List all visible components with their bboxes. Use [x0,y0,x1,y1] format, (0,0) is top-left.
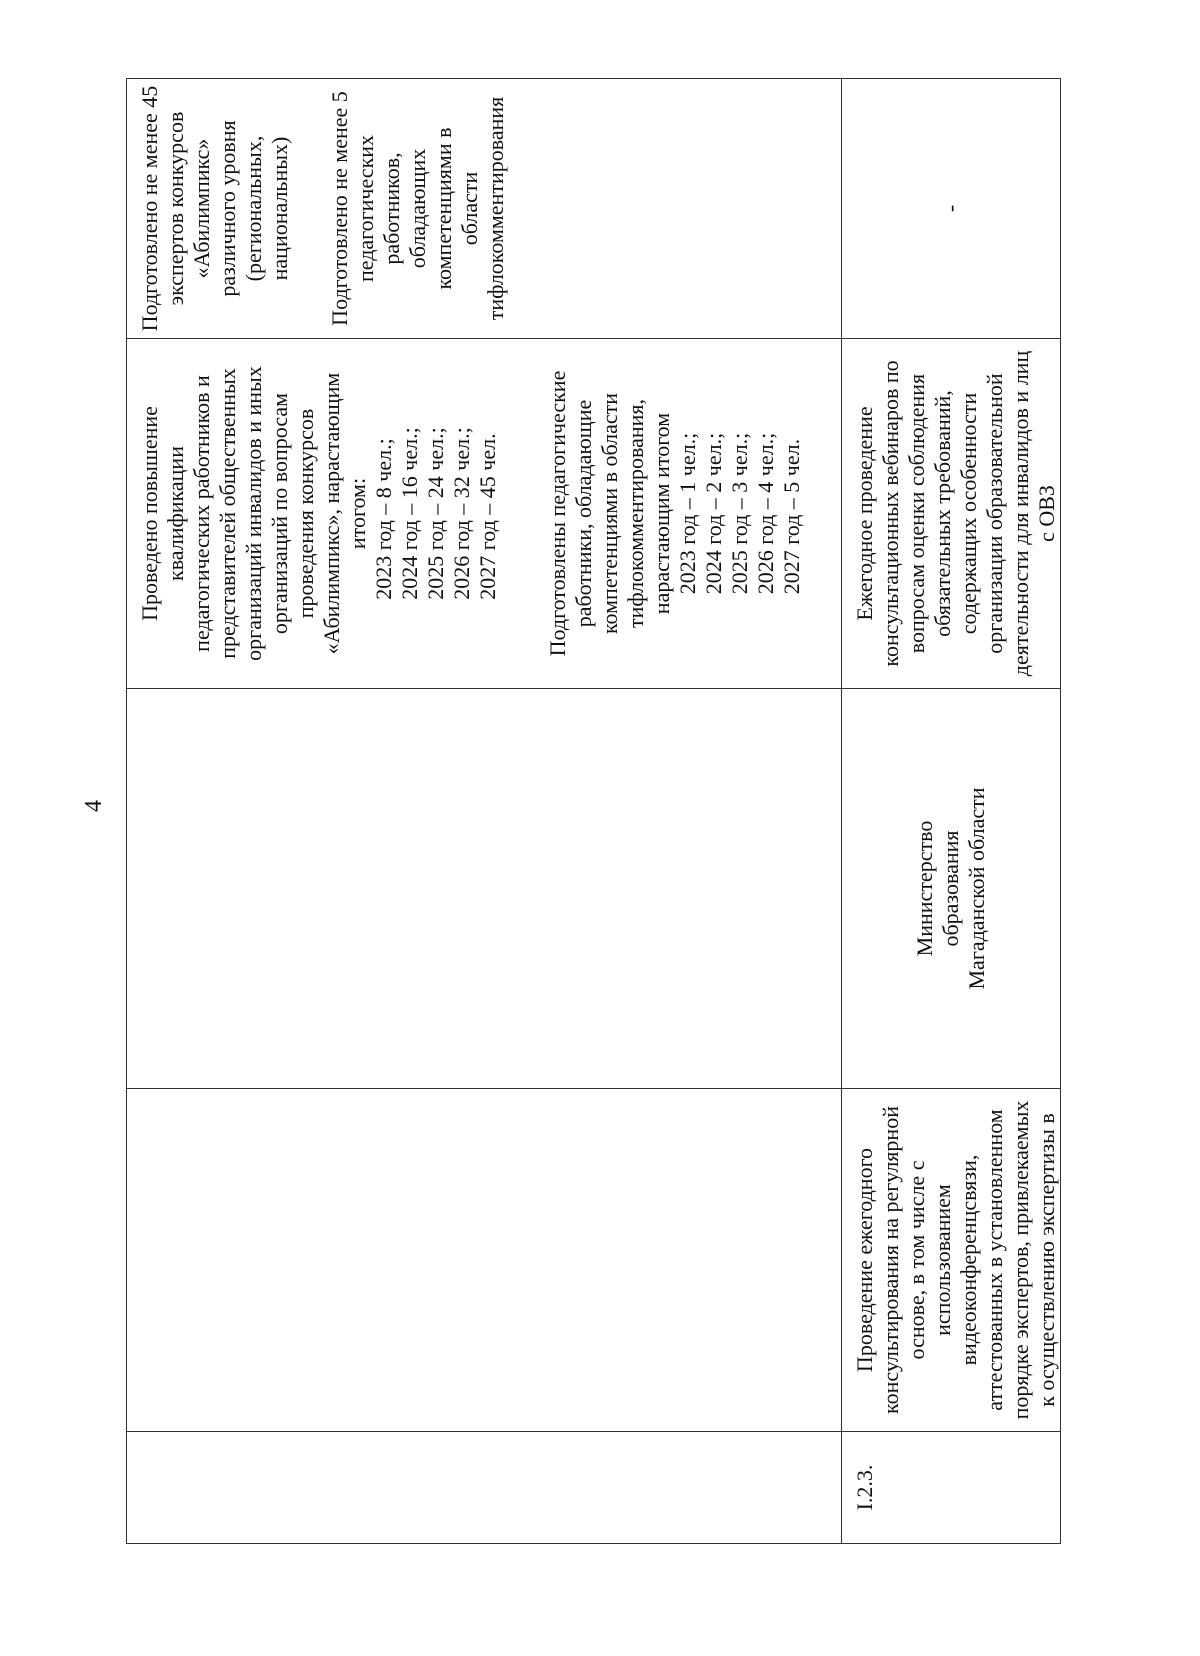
outcome-paragraph: Подготовлено не менее 45 экспертов конкурсов «Абилимпикс» различного уровня (региональных, национальных) [137,85,292,332]
year-line: 2023 год – 1 чел.; [675,432,700,595]
cell-measure [127,1089,842,1432]
results-block1-intro: Проведено повышение квалификации педагогических работников и представителей общественных организаций инвалидов и иных организаций по вопросам проведения конкурсов «Абилимпикс», нарастающим итогом: [137,366,370,661]
cell-measure: Проведение ежегодного консультирования на регулярной основе, в том числе с использованием видеоконференцсвязи, аттестованных в установленном порядке экспертов, привлекаемых к осуществлению экспертизы в [842,1089,1061,1432]
cell-results: Ежегодное проведение консультационных вебинаров по вопросам оценки соблюдения обязательных требований, содержащих особенности организации образовательной деятельности для инвалидов и лиц с ОВЗ [842,339,1061,689]
cell-results [127,339,842,689]
cell-outcome [127,79,842,339]
cell-executor [127,689,842,1089]
results-block2-years [675,433,805,594]
cell-executor: Министерство образования Магаданской области [842,689,1061,1089]
document-table-rotated [126,79,1058,1544]
year-line: 2024 год – 2 чел.; [701,432,726,595]
results-block1-years [371,427,501,599]
year-line: 2026 год – 4 чел.; [753,432,778,595]
results-block2-intro: Подготовлены педагогические работники, обладающие компетенциями в области тифлокомментирования, нарастающим итогом [545,370,674,657]
measures-table [126,78,1061,1544]
cell-number: I.2.3. [842,1432,1061,1544]
year-line: 2025 год – 3 чел.; [727,432,752,595]
year-line: 2027 год – 45 чел. [475,433,500,600]
year-line: 2025 год – 24 чел.; [423,427,448,600]
year-line: 2026 год – 32 чел.; [449,427,474,600]
cell-number [127,1432,842,1544]
page-number: 4 [81,800,107,812]
outcome-paragraph: Подготовлено не менее 5 педагогических работников, обладающих компетенциями в области тифлокомментирования [327,91,508,326]
cell-outcome: - [842,79,1061,339]
year-line: 2024 год – 16 чел.; [397,427,422,600]
year-line: 2027 год – 5 чел. [779,438,804,595]
table-row [842,79,1061,1544]
table-row [127,79,842,1544]
year-line: 2023 год – 8 чел.; [371,438,396,600]
